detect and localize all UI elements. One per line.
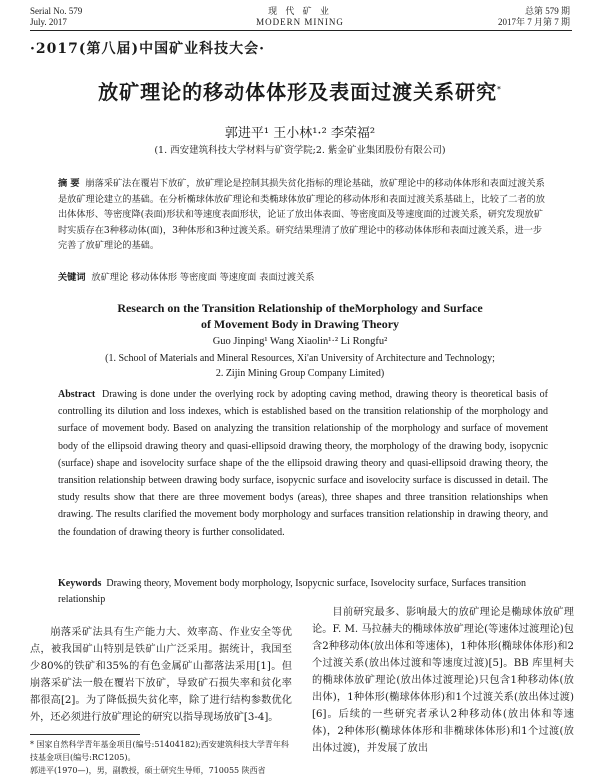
affiliation-en — [0, 351, 600, 381]
abstract-en-text: Drawing is done under the overlying rock by adopting caving method, drawing theory is theoretical basis of controlling its dilution and loss indexes, which is established based on the transition relationship of the morphology and surface of movement body. Based on analyzing the transition relationship of the morphology and surface of movement body of the ellipsoid drawing theory and quasi-ellipsoid drawing theory, the morphology of the drawing body, isopycnic (surface) shape and isovelocity surface shape of the the ellipsoid drawing theory and quasi-ellipsoid drawing theory, the transition relationship between drawing body surface, isopycnic surface and isovelocity surface is discussed in detail. The study results show that there are three movement bodys (areas), three shapes and three transition relationships when drawing. The results clarified the movement body morphology and surfaces transition relationship in drawing theory, and the foundation of drawing theory is further consolidated. — [58, 389, 549, 538]
footnote-line2: 郭进平(1970—)，男，副教授，硕士研究生导师，710055 陕西省 — [30, 766, 266, 775]
keywords-en-text: Drawing theory, Movement body morphology, Isopycnic surface, Isovelocity surface, Surfaces transition relationship — [58, 578, 527, 605]
affiliation-cn: (1. 西安建筑科技大学材料与矿资学院;2. 紫金矿业集团股份有限公司) — [154, 145, 446, 156]
header-journal-cn: 现 代 矿 业 — [268, 6, 332, 16]
header-issue: 2017年 7 月第 7 期 — [497, 17, 570, 27]
body-column-left: 崩落采矿法具有生产能力大、效率高、作业安全等优点，被我国矿山特别是铁矿山广泛采用。据统计，我国至少80%的铁矿和35%的有色金属矿山都落法采用[1]。但崩落采矿法一般在覆岩下放矿，导致矿石损失率和贫化率都很高[2]。为了降低损失贫化率，除了进行结构参数优化外，还必须进行放矿理论的研究以指导现场放矿[3-4]。 — [30, 627, 292, 723]
footnote-line1: * 国家自然科学青年基金项目(编号:51404182);西安建筑科技大学青年科技基金项目(编号:RC1205)。 — [30, 740, 289, 762]
header-total: 总第 579 期 — [524, 6, 570, 16]
title-en-line1: Research on the Transition Relationship of theMorphology and Surface — [117, 301, 483, 315]
keywords-cn-text: 放矿理论 移动体体形 等密度面 等速度面 表面过渡关系 — [91, 272, 315, 283]
header-rule — [30, 30, 572, 31]
body-column-right: 目前研究最多、影响最大的放矿理论是椭球体放矿理论。F. M. 马拉赫夫的椭球体放矿理论(等速体过渡理论)包含2种移动体(放出体和等速体)，1种体形(椭球体体形)和2个过渡关系(放出体过渡和等速度过渡)[5]。BB 库里柯夫的椭球体放矿理论(放出体过渡理论)只包含1种移动体(放出体)，1种体形(椭球体体形)和1个过渡关系(放出体过渡)[6]。后续的一些研究者承认2种移动体(放出体和等速体)，2种体形(椭球体体形和非椭球体体形)和1个过渡(放出体过渡)，并发展了放出 — [312, 607, 574, 754]
page-title-cn — [0, 76, 600, 105]
title-cn-mark: * — [497, 84, 502, 94]
conference-banner: ·2017(第八届)中国矿业科技大会· — [30, 41, 265, 57]
abstract-en-label: Abstract — [58, 389, 96, 400]
footnote-rule — [30, 734, 140, 735]
keywords-cn-label: 关键词 — [58, 272, 86, 283]
authors-cn: 郭进平¹ 王小林¹·² 李荣福² — [224, 126, 376, 141]
authors-en: Guo Jinping¹ Wang Xiaolin¹·² Li Rongfu² — [212, 336, 388, 347]
header-serial: Serial No. 579 — [30, 6, 83, 16]
abstract-cn-label: 摘 要 — [58, 178, 80, 189]
header-journal-en: MODERN MINING — [256, 17, 344, 27]
keywords-en-label: Keywords — [58, 578, 102, 589]
abstract-cn-text: 崩落采矿法在覆岩下放矿，放矿理论是控制其损失贫化指标的理论基础，放矿理论中的移动体体形和表面过渡关系是放矿理论建立的基础。在分析椭球体放矿理论和类椭球体放矿理论的移动体形和表面过渡关系基础上，比较了二者的放出体体形、等密度降(表面)形状和等速度表面形状，论证了放出体表面、等密度面及等速度面的过渡关系，研究发现放矿时实质存在3种移动体(面)，3种体形和3种过渡关系。研究结果理清了放矿理论中的移动体体形和表面过渡关系，进一步完善了放矿理论的基础。 — [58, 178, 545, 251]
header-month: July. 2017 — [30, 17, 67, 27]
abstract-en — [58, 386, 548, 541]
keywords-cn — [58, 270, 546, 286]
affil-en-line2: 2. Zijin Mining Group Company Limited) — [215, 368, 385, 379]
abstract-cn — [58, 176, 546, 254]
affil-en-line1: (1. School of Materials and Mineral Resources, Xi'an University of Architecture and Technology; — [105, 353, 495, 364]
title-en-line2: of Movement Body in Drawing Theory — [200, 317, 400, 331]
footnote — [30, 738, 292, 777]
page-title-en — [0, 300, 600, 332]
title-cn-text: 放矿理论的移动体体形及表面过渡关系研究 — [98, 80, 498, 104]
